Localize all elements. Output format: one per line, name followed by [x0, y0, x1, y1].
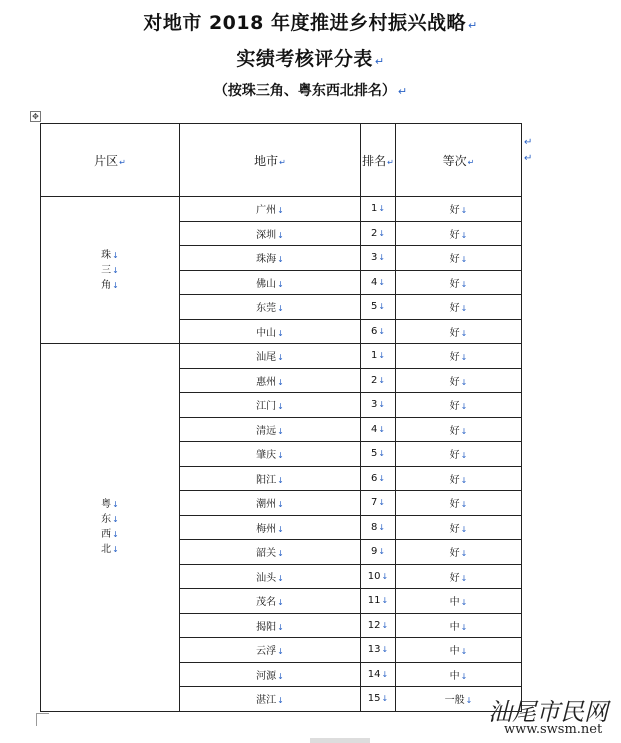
grade-cell: 好↓: [396, 270, 522, 295]
header-city: 地市↵: [180, 124, 361, 197]
grade-cell: 好↓: [396, 540, 522, 565]
grade-cell: 中↓: [396, 589, 522, 614]
score-table: [40, 123, 522, 712]
city-cell: 云浮↓: [180, 638, 361, 663]
region-cell: 粤↓ 东↓ 西↓ 北↓: [41, 344, 180, 712]
rank-cell: 5↓: [361, 442, 396, 467]
paragraph-mark-icon: ↵: [374, 55, 385, 68]
rank-cell: 12↓: [361, 613, 396, 638]
rank-cell: 9↓: [361, 540, 396, 565]
paragraph-mark-icon: ↵: [397, 85, 408, 98]
grade-cell: 好↓: [396, 417, 522, 442]
grade-cell: 好↓: [396, 393, 522, 418]
grade-cell: 好↓: [396, 295, 522, 320]
city-cell: 佛山↓: [180, 270, 361, 295]
grade-cell: 好↓: [396, 564, 522, 589]
rank-cell: 1↓: [361, 197, 396, 222]
rank-cell: 2↓: [361, 368, 396, 393]
rank-cell: 15↓: [361, 687, 396, 712]
grade-cell: 好↓: [396, 246, 522, 271]
city-cell: 惠州↓: [180, 368, 361, 393]
grade-cell: 好↓: [396, 515, 522, 540]
region-char: 北: [101, 544, 112, 556]
rank-cell: 13↓: [361, 638, 396, 663]
table-row: [41, 197, 522, 222]
doc-title-line1: 对地市 2018 年度推进乡村振兴战略 ↵: [143, 12, 478, 34]
region-char: 东: [101, 514, 112, 526]
paragraph-mark-icon: ↵: [467, 19, 478, 32]
region-char: 粤: [101, 499, 112, 511]
city-cell: 河源↓: [180, 662, 361, 687]
city-cell: 广州↓: [180, 197, 361, 222]
rank-cell: 6↓: [361, 319, 396, 344]
city-cell: 阳江↓: [180, 466, 361, 491]
watermark-logo: 汕尾市民网: [488, 698, 608, 726]
grade-cell: 中↓: [396, 613, 522, 638]
region-char: 西: [101, 529, 112, 541]
header-region: 片区↵: [41, 124, 180, 197]
rank-cell: 6↓: [361, 466, 396, 491]
scrollbar[interactable]: [310, 738, 370, 743]
rank-cell: 7↓: [361, 491, 396, 516]
rank-cell: 11↓: [361, 589, 396, 614]
city-cell: 东莞↓: [180, 295, 361, 320]
grade-cell: 好↓: [396, 491, 522, 516]
city-cell: 中山↓: [180, 319, 361, 344]
city-cell: 梅州↓: [180, 515, 361, 540]
table-header-row: [41, 124, 522, 197]
grade-cell: 好↓: [396, 466, 522, 491]
row-end-marks: ↵ ↵: [524, 137, 533, 164]
grade-cell: 好↓: [396, 221, 522, 246]
table-move-handle-icon[interactable]: ✥: [30, 111, 41, 122]
city-cell: 汕尾↓: [180, 344, 361, 369]
region-char: 珠: [101, 249, 112, 261]
header-rank: 排名↵: [361, 124, 396, 197]
grade-cell: 一般↓: [396, 687, 522, 712]
rank-cell: 3↓: [361, 246, 396, 271]
region-char: 角: [101, 279, 112, 291]
rank-cell: 8↓: [361, 515, 396, 540]
city-cell: 汕头↓: [180, 564, 361, 589]
doc-subtitle: （按珠三角、粤东西北排名） ↵: [213, 83, 408, 99]
header-grade: 等次↵: [396, 124, 522, 197]
city-cell: 湛江↓: [180, 687, 361, 712]
city-cell: 茂名↓: [180, 589, 361, 614]
rank-cell: 4↓: [361, 417, 396, 442]
rank-cell: 1↓: [361, 344, 396, 369]
grade-cell: 好↓: [396, 197, 522, 222]
city-cell: 潮州↓: [180, 491, 361, 516]
region-char: 三: [101, 264, 112, 276]
grade-cell: 好↓: [396, 442, 522, 467]
rank-cell: 2↓: [361, 221, 396, 246]
table-row: [41, 344, 522, 369]
city-cell: 珠海↓: [180, 246, 361, 271]
grade-cell: 好↓: [396, 344, 522, 369]
grade-cell: 好↓: [396, 319, 522, 344]
city-cell: 肇庆↓: [180, 442, 361, 467]
grade-cell: 好↓: [396, 368, 522, 393]
rank-cell: 5↓: [361, 295, 396, 320]
region-cell: 珠↓ 三↓ 角↓: [41, 197, 180, 344]
city-cell: 揭阳↓: [180, 613, 361, 638]
watermark-url: www.swsm.net: [504, 722, 603, 737]
city-cell: 韶关↓: [180, 540, 361, 565]
city-cell: 深圳↓: [180, 221, 361, 246]
city-cell: 清远↓: [180, 417, 361, 442]
grade-cell: 中↓: [396, 638, 522, 663]
page-corner-mark: [36, 713, 49, 726]
city-cell: 江门↓: [180, 393, 361, 418]
doc-title-line2: 实绩考核评分表 ↵: [236, 48, 385, 70]
rank-cell: 4↓: [361, 270, 396, 295]
rank-cell: 3↓: [361, 393, 396, 418]
grade-cell: 中↓: [396, 662, 522, 687]
rank-cell: 10↓: [361, 564, 396, 589]
rank-cell: 14↓: [361, 662, 396, 687]
